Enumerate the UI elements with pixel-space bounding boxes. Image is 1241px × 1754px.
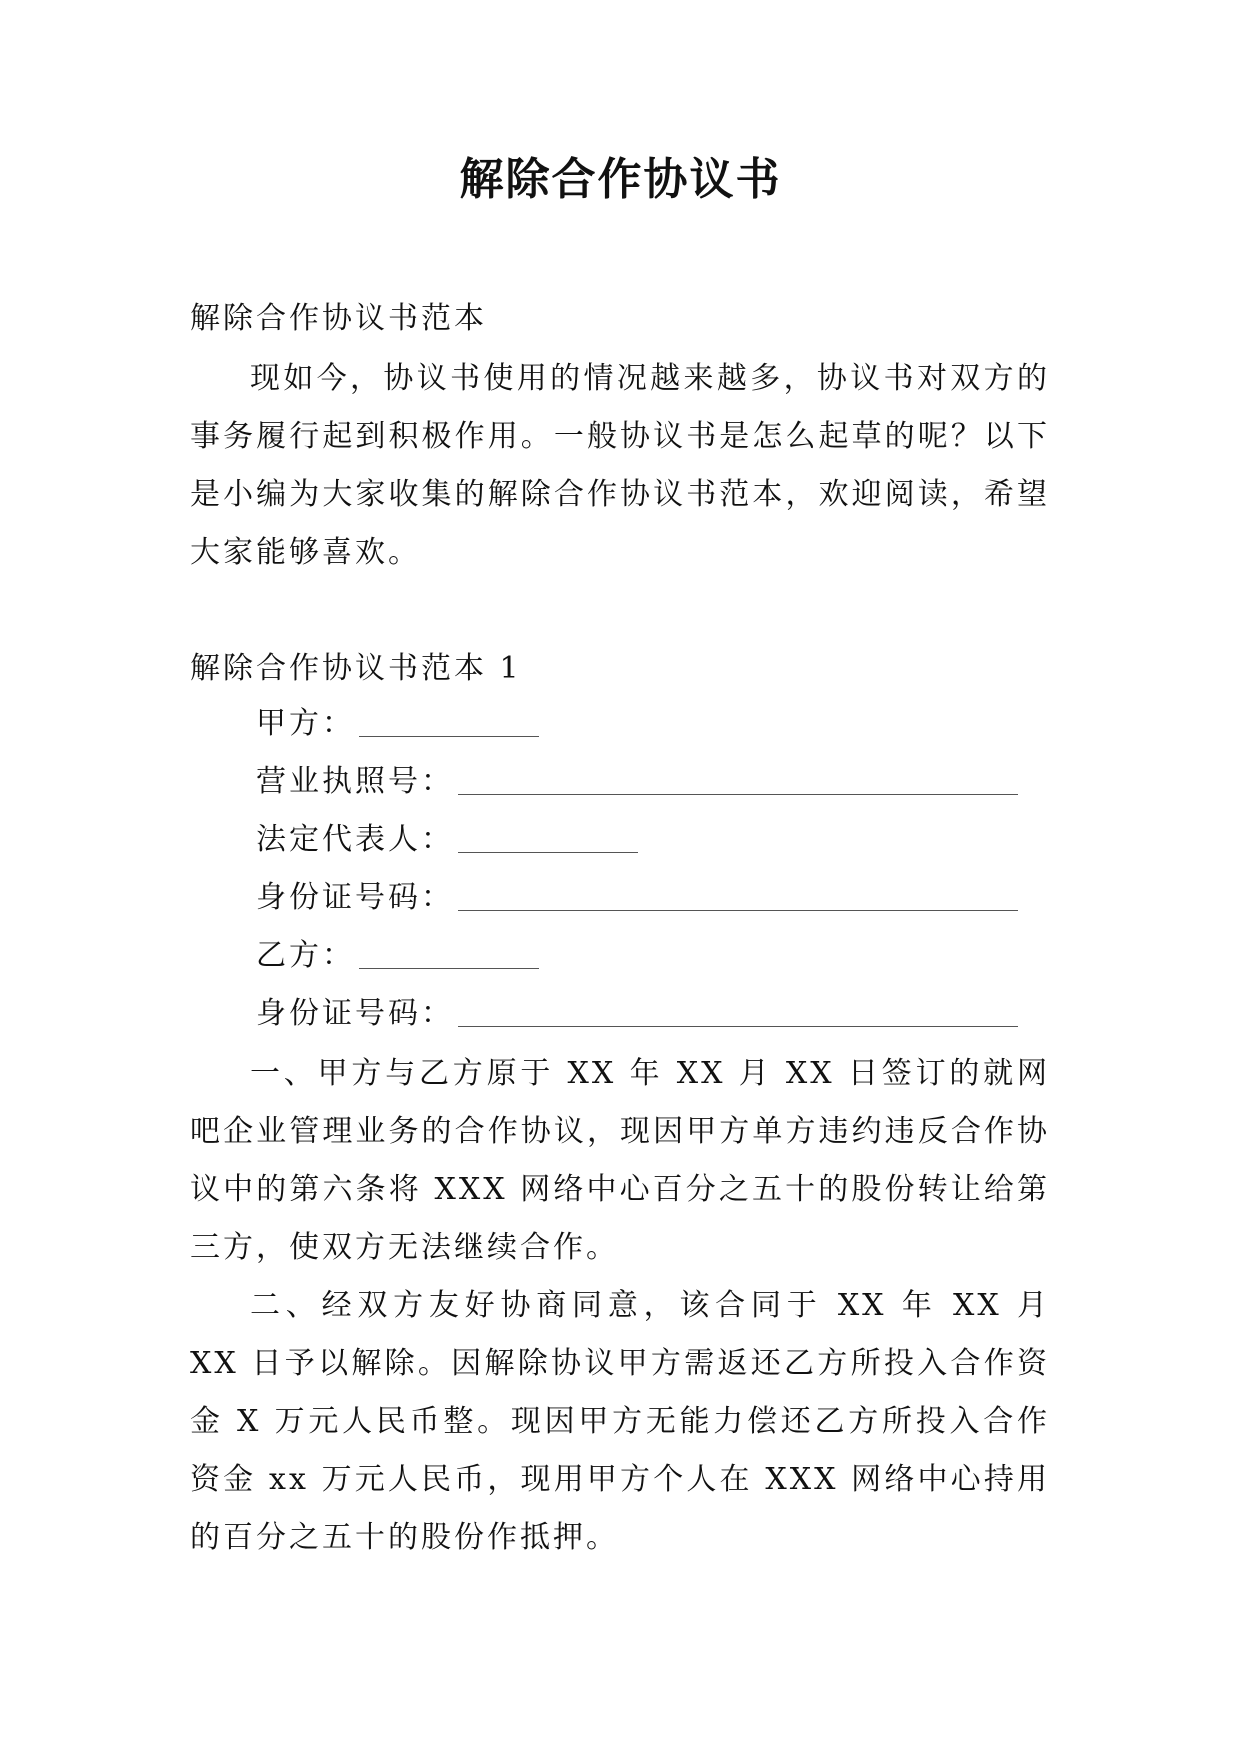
field-id-number-b bbox=[190, 985, 1050, 1043]
clause-1: 一、甲方与乙方原于 XX 年 XX 月 XX 日签订的就网吧企业管理业务的合作协议，现因甲方单方违约违反合作协议中的第六条将 XXX 网络中心百分之五十的股份转让给第三方，使双方无法继续合作。 bbox=[190, 1056, 1050, 1265]
field-party-b bbox=[190, 927, 1050, 985]
field-label: 身份证号码： bbox=[256, 880, 454, 915]
field-label: 身份证号码： bbox=[256, 996, 454, 1031]
party-fields bbox=[190, 695, 1050, 1043]
blank-line bbox=[458, 1004, 1018, 1027]
blank-line bbox=[359, 946, 539, 969]
field-label: 甲方： bbox=[256, 706, 355, 741]
blank-line bbox=[359, 714, 539, 737]
document-title: 解除合作协议书 bbox=[459, 154, 782, 205]
field-party-a bbox=[190, 695, 1050, 753]
field-label: 营业执照号： bbox=[256, 764, 454, 799]
clauses-section bbox=[190, 1045, 1050, 1567]
field-label: 法定代表人： bbox=[256, 822, 454, 857]
blank-line bbox=[458, 772, 1018, 795]
section-heading-sample1 bbox=[190, 640, 1050, 698]
intro-paragraph: 现如今，协议书使用的情况越来越多，协议书对双方的事务履行起到积极作用。一般协议书是怎么起草的呢？以下是小编为大家收集的解除合作协议书范本，欢迎阅读，希望大家能够喜欢。 bbox=[190, 361, 1050, 570]
heading-sample1: 解除合作协议书范本 1 bbox=[190, 651, 522, 686]
section-heading-template bbox=[190, 290, 1050, 348]
blank-line bbox=[458, 830, 638, 853]
field-legal-representative bbox=[190, 811, 1050, 869]
blank-line bbox=[458, 888, 1018, 911]
field-label: 乙方： bbox=[256, 938, 355, 973]
intro-section bbox=[190, 350, 1050, 582]
heading-main: 解除合作协议书范本 bbox=[190, 301, 487, 336]
field-id-number-a bbox=[190, 869, 1050, 927]
clause-2: 二、经双方友好协商同意，该合同于 XX 年 XX 月 XX 日予以解除。因解除协议甲方需返还乙方所投入合作资金 X 万元人民币整。现因甲方无能力偿还乙方所投入合作资金 xx 万元人民币，现用甲方个人在 XXX 网络中心持用的百分之五十的股份作抵押。 bbox=[190, 1288, 1050, 1555]
field-business-license bbox=[190, 753, 1050, 811]
